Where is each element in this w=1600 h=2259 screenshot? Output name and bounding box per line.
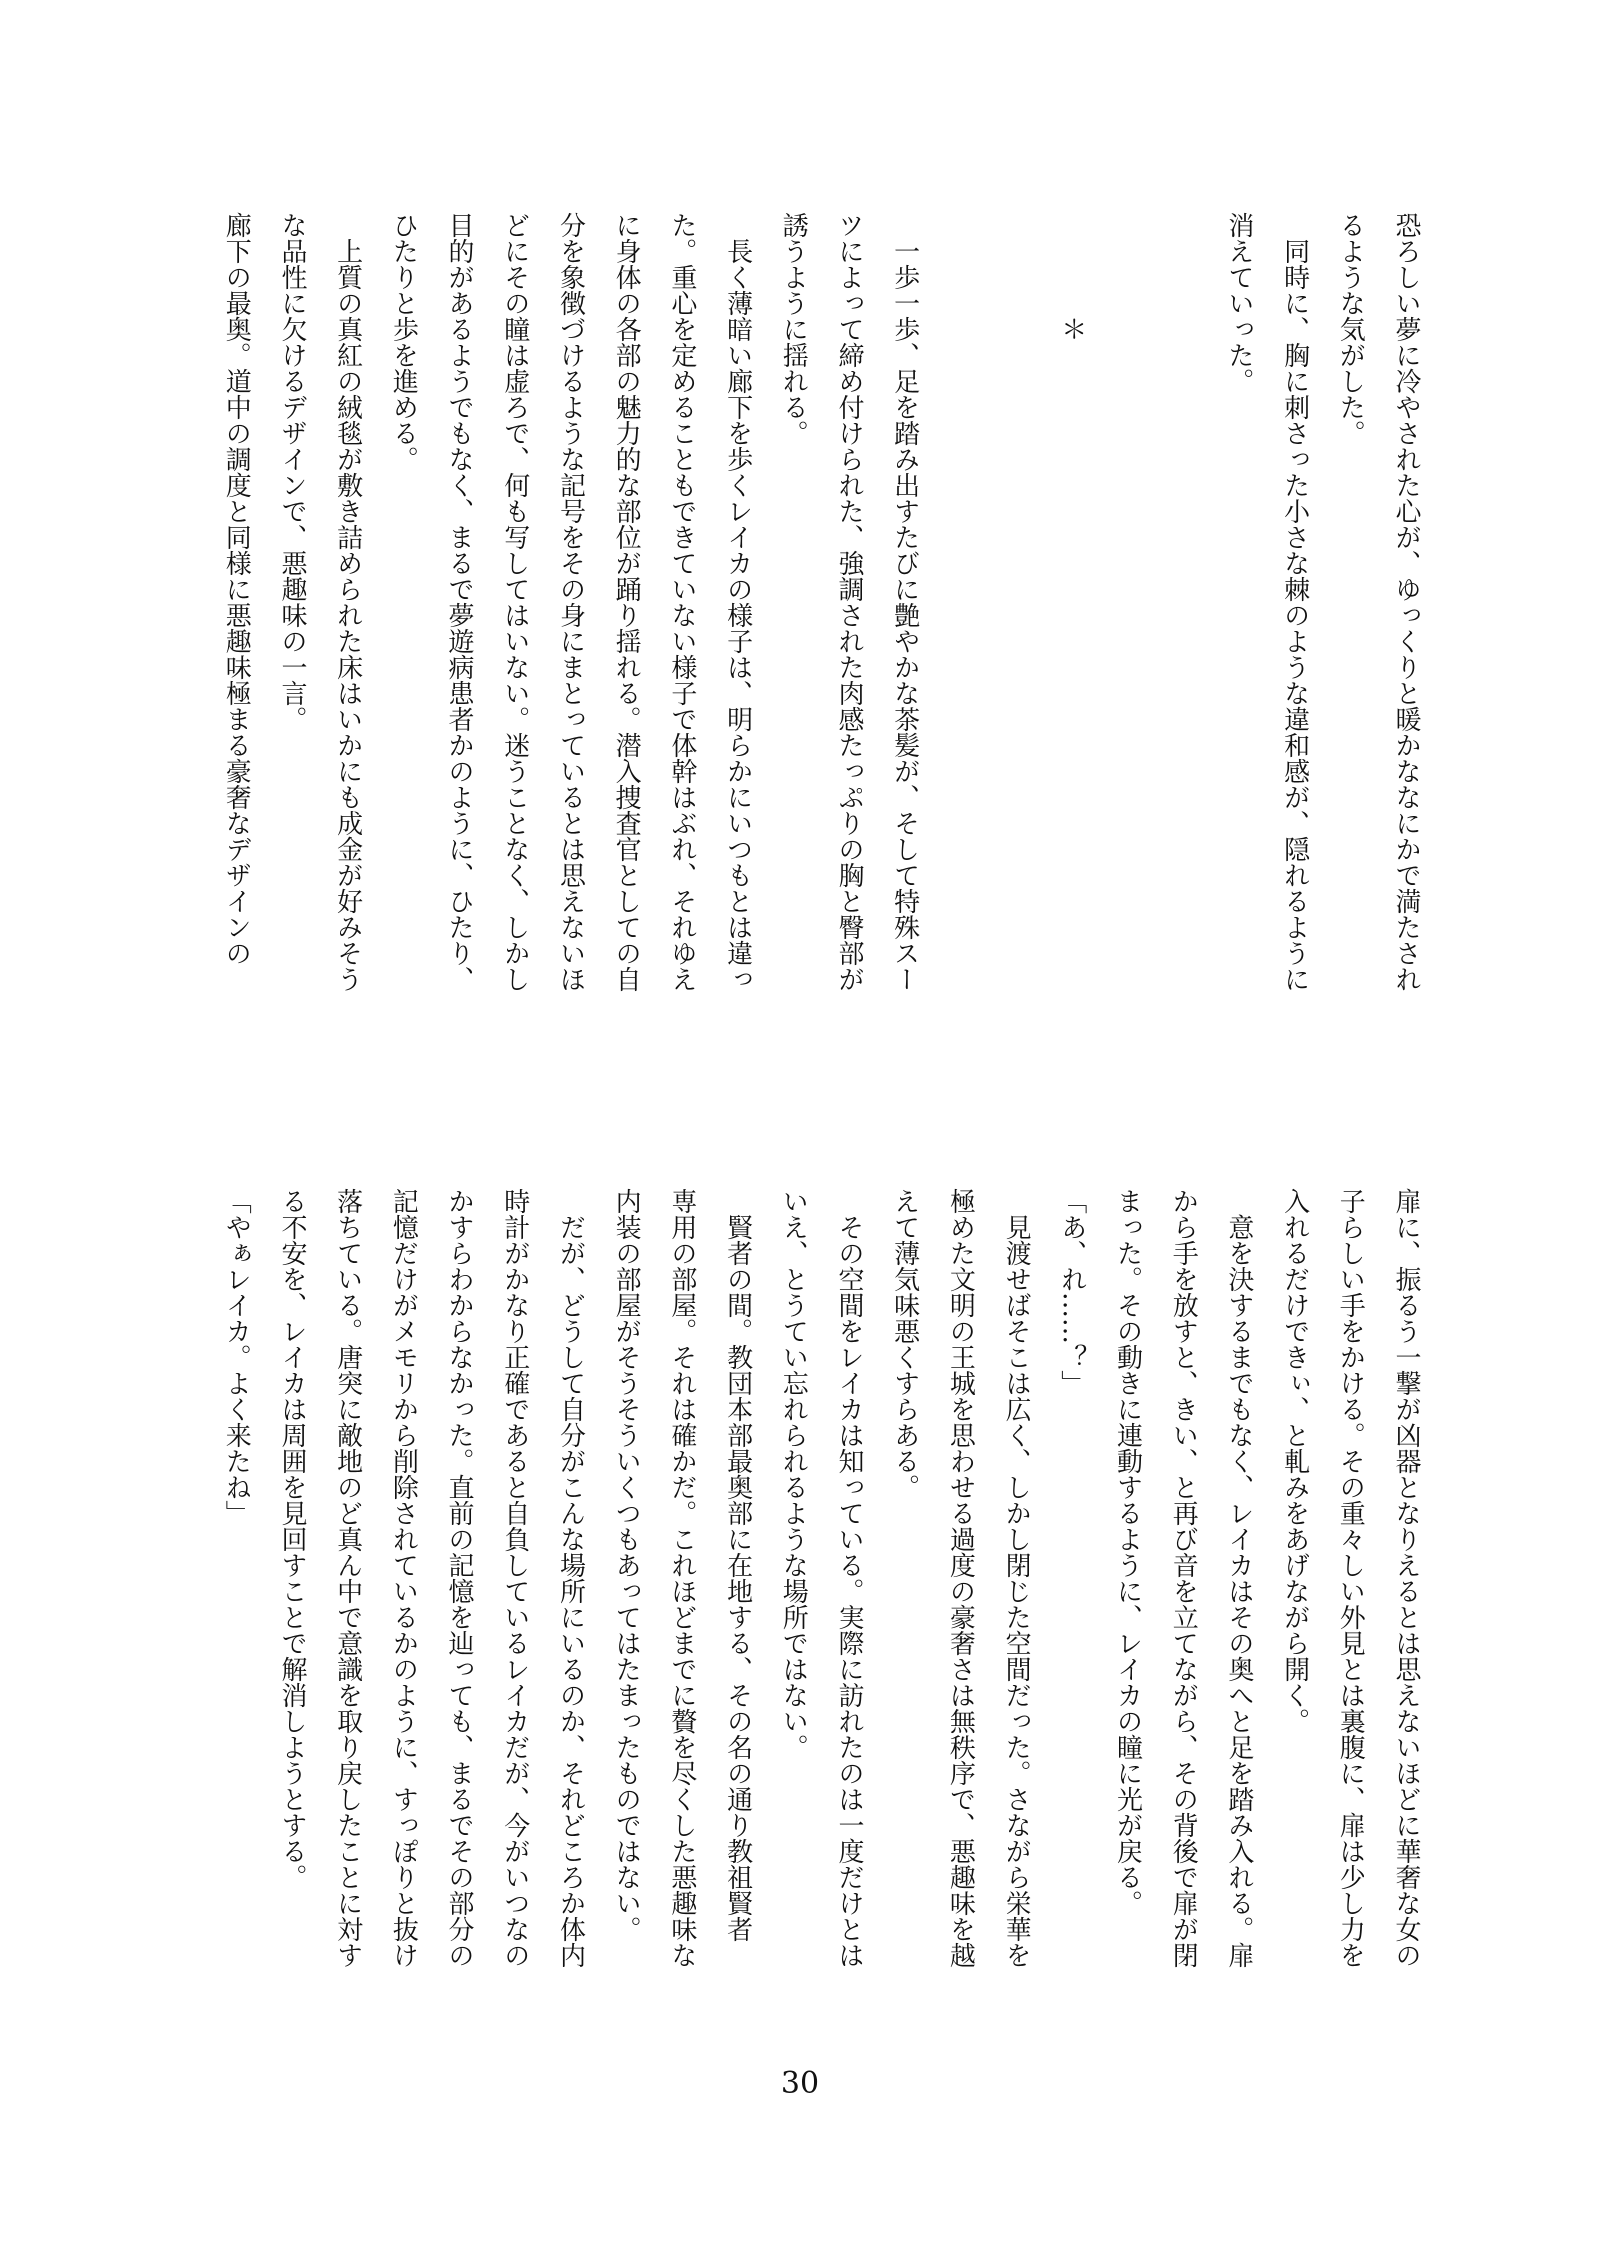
lower-text-block — [208, 1188, 1433, 2000]
text-column: な品性に欠けるデザインで、悪趣味の一言。 — [276, 212, 307, 732]
text-column: るような気がした。 — [1335, 212, 1366, 446]
text-column: 賢者の間。教団本部最奥部に在地する、その名の通り教祖賢者 — [722, 1188, 753, 1942]
text-column: 一歩一歩、足を踏み出すたびに艶やかな茶髪が、そして特殊スー — [889, 212, 920, 992]
text-column: 内装の部屋がそうそういくつもあってはたまったものではない。 — [611, 1188, 642, 1942]
text-column: えて薄気味悪くすらある。 — [889, 1188, 920, 1500]
text-column: だが、どうして自分がこんな場所にいるのか、それどころか体内 — [555, 1188, 586, 1968]
text-column: 極めた文明の王城を思わせる過度の豪奢さは無秩序で、悪趣味を越 — [945, 1188, 976, 1968]
text-column: いえ、とうてい忘れられるような場所ではない。 — [778, 1188, 809, 1760]
text-column: から手を放すと、きい、と再び音を立てながら、その背後で扉が閉 — [1168, 1188, 1199, 1968]
text-column: 意を決するまでもなく、レイカはその奥へと足を踏み入れる。扉 — [1223, 1188, 1254, 1968]
text-column: まった。その動きに連動するように、レイカの瞳に光が戻る。 — [1112, 1188, 1143, 1916]
text-column: 上質の真紅の絨毯が敷き詰められた床はいかにも成金が好みそう — [332, 212, 363, 992]
text-column: 消えていった。 — [1223, 212, 1254, 394]
text-column: 同時に、胸に刺さった小さな棘のような違和感が、隠れるように — [1279, 212, 1310, 992]
page-number: 30 — [780, 2066, 820, 2101]
section-break-column: ＊ — [1056, 212, 1087, 342]
text-column: 記憶だけがメモリから削除されているかのように、すっぽりと抜け — [388, 1188, 419, 1968]
text-column: かすらわからなかった。直前の記憶を辿っても、まるでその部分の — [444, 1188, 475, 1968]
text-column: 「やぁレイカ。よく来たね」 — [221, 1188, 252, 1526]
text-column: その空間をレイカは知っている。実際に訪れたのは一度だけとは — [833, 1188, 864, 1968]
text-column: た。重心を定めることもできていない様子で体幹はぶれ、それゆえ — [666, 212, 697, 992]
text-column: 入れるだけできぃ、と軋みをあげながら開く。 — [1279, 1188, 1310, 1734]
text-column: どにその瞳は虚ろで、何も写してはいない。迷うことなく、しかし — [499, 212, 530, 992]
text-column: 「あ、れ……？」 — [1056, 1188, 1087, 1396]
text-column: 時計がかなり正確であると自負しているレイカだが、今がいつなの — [499, 1188, 530, 1968]
text-column: 見渡せばそこは広く、しかし閉じた空間だった。さながら栄華を — [1001, 1188, 1032, 1968]
text-column: 廊下の最奥。道中の調度と同様に悪趣味極まる豪奢なデザインの — [221, 212, 252, 966]
text-column: 子らしい手をかける。その重々しい外見とは裏腹に、扉は少し力を — [1335, 1188, 1366, 1968]
text-column: 恐ろしい夢に冷やされた心が、ゆっくりと暖かななにかで満たされ — [1391, 212, 1421, 992]
blank-column — [987, 212, 1043, 1024]
text-column: ツによって締め付けられた、強調された肉感たっぷりの胸と臀部が — [833, 212, 864, 992]
blank-column — [1154, 212, 1210, 1024]
text-column: る不安を、レイカは周囲を見回すことで解消しようとする。 — [276, 1188, 307, 1890]
text-column: 目的があるようでもなく、まるで夢遊病患者かのように、ひたり、 — [444, 212, 475, 992]
blank-column — [1099, 212, 1155, 1024]
text-column: 分を象徴づけるような記号をその身にまとっているとは思えないほ — [555, 212, 586, 992]
text-column: 扉に、振るう一撃が凶器となりえるとは思えないほどに華奢な女の — [1391, 1188, 1421, 1968]
text-column: 誘うように揺れる。 — [778, 212, 809, 446]
blank-column — [932, 212, 988, 1024]
text-column: 長く薄暗い廊下を歩くレイカの様子は、明らかにいつもとは違っ — [722, 212, 753, 992]
text-column: に身体の各部の魅力的な部位が踊り揺れる。潜入捜査官としての自 — [611, 212, 642, 992]
upper-text-block — [208, 212, 1433, 1024]
text-column: 落ちている。唐突に敵地のど真ん中で意識を取り戻したことに対す — [332, 1188, 363, 1968]
text-column: 専用の部屋。それは確かだ。これほどまでに贅を尽くした悪趣味な — [666, 1188, 697, 1968]
text-column: ひたりと歩を進める。 — [388, 212, 419, 472]
